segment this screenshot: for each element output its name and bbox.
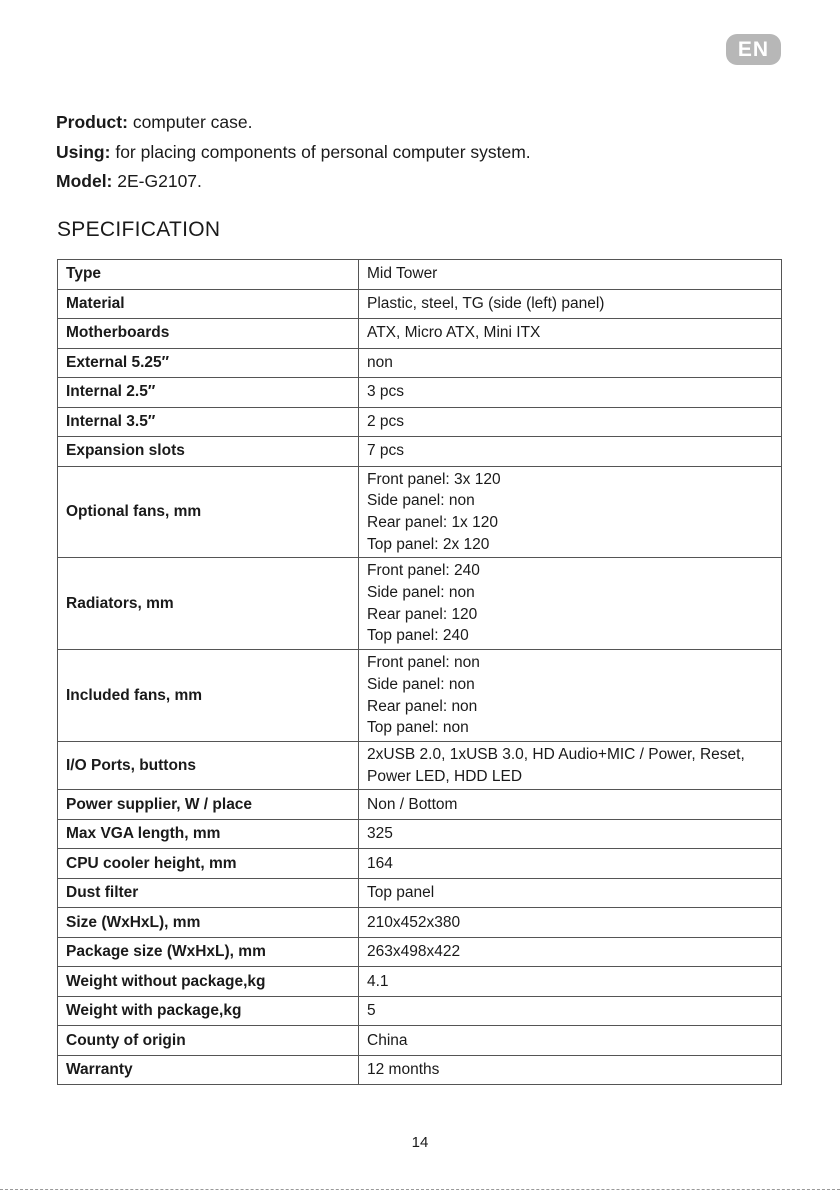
spec-value-line: Side panel: non <box>367 675 475 693</box>
spec-key: Power supplier, W / place <box>58 790 359 820</box>
spec-value-line: Rear panel: 120 <box>367 605 478 623</box>
spec-value-line: Power LED, HDD LED <box>367 767 523 785</box>
table-row <box>58 996 782 1026</box>
spec-value-line: 2xUSB 2.0, 1xUSB 3.0, HD Audio+MIC / Power, Reset, <box>367 745 745 763</box>
spec-key: External 5.25″ <box>58 348 359 378</box>
table-row <box>58 908 782 938</box>
spec-value <box>359 407 782 437</box>
spec-value <box>359 1026 782 1056</box>
page-number: 14 <box>411 1134 429 1151</box>
table-row <box>58 260 782 290</box>
spec-key: CPU cooler height, mm <box>58 849 359 879</box>
spec-key: Package size (WxHxL), mm <box>58 937 359 967</box>
spec-value-line: 12 months <box>367 1061 440 1079</box>
spec-value <box>359 741 782 789</box>
language-badge: EN <box>726 34 781 65</box>
spec-value-line: Mid Tower <box>367 265 438 283</box>
spec-key: Max VGA length, mm <box>58 819 359 849</box>
spec-value-line: 2 pcs <box>367 412 405 430</box>
table-row <box>58 437 782 467</box>
product-intro <box>56 108 531 197</box>
spec-key: Type <box>58 260 359 290</box>
spec-value-line: Rear panel: 1x 120 <box>367 513 498 531</box>
table-row <box>58 819 782 849</box>
spec-value-line: Side panel: non <box>367 584 475 602</box>
table-row <box>58 1055 782 1085</box>
spec-value <box>359 650 782 742</box>
spec-value-line: Front panel: 3x 120 <box>367 470 501 488</box>
spec-value-line: 263x498x422 <box>367 943 461 961</box>
spec-key: Included fans, mm <box>58 650 359 742</box>
table-row <box>58 466 782 558</box>
table-row <box>58 967 782 997</box>
spec-value-line: Side panel: non <box>367 492 475 510</box>
spec-value-line: Front panel: 240 <box>367 562 480 580</box>
table-row <box>58 319 782 349</box>
spec-value-line: 4.1 <box>367 972 389 990</box>
intro-label: Using: <box>56 141 111 162</box>
table-row <box>58 558 782 650</box>
spec-value <box>359 260 782 290</box>
table-row <box>58 650 782 742</box>
spec-value <box>359 790 782 820</box>
intro-label: Model: <box>56 171 113 191</box>
spec-value <box>359 558 782 650</box>
spec-value-line: Top panel: 2x 120 <box>367 535 490 553</box>
spec-value <box>359 319 782 349</box>
intro-line-model <box>56 167 531 197</box>
table-row <box>58 937 782 967</box>
spec-key: Optional fans, mm <box>58 466 359 558</box>
spec-key: Expansion slots <box>58 437 359 467</box>
spec-value <box>359 289 782 319</box>
spec-value <box>359 878 782 908</box>
spec-key: Motherboards <box>58 319 359 349</box>
spec-key: Warranty <box>58 1055 359 1085</box>
spec-value <box>359 849 782 879</box>
spec-key: Weight with package,kg <box>58 996 359 1026</box>
intro-line-using <box>56 138 531 168</box>
spec-key: Internal 2.5″ <box>58 378 359 408</box>
spec-value-line: Non / Bottom <box>367 795 458 813</box>
spec-key: Weight without package,kg <box>58 967 359 997</box>
spec-value-line: non <box>367 353 393 371</box>
spec-key: Dust filter <box>58 878 359 908</box>
spec-value-line: 7 pcs <box>367 442 405 460</box>
table-row <box>58 289 782 319</box>
section-title: SPECIFICATION <box>57 218 221 241</box>
spec-value-line: 3 pcs <box>367 383 405 401</box>
table-row <box>58 407 782 437</box>
intro-line-product <box>56 108 531 138</box>
spec-value-line: 164 <box>367 854 393 872</box>
intro-value: 2E-G2107. <box>117 171 202 191</box>
table-row <box>58 849 782 879</box>
spec-key: Size (WxHxL), mm <box>58 908 359 938</box>
spec-value-line: Front panel: non <box>367 654 480 672</box>
table-row <box>58 1026 782 1056</box>
spec-value-line: 210x452x380 <box>367 913 461 931</box>
bottom-divider <box>0 1189 840 1190</box>
spec-value <box>359 967 782 997</box>
spec-value <box>359 996 782 1026</box>
spec-value <box>359 1055 782 1085</box>
intro-value: computer case. <box>132 112 253 132</box>
table-row <box>58 741 782 789</box>
spec-key: Internal 3.5″ <box>58 407 359 437</box>
spec-value-line: Top panel: non <box>367 719 469 737</box>
spec-value-line: Top panel: 240 <box>367 627 469 645</box>
spec-value <box>359 908 782 938</box>
spec-value-line: 325 <box>367 825 393 843</box>
spec-key: Material <box>58 289 359 319</box>
spec-key: County of origin <box>58 1026 359 1056</box>
spec-value-line: Rear panel: non <box>367 697 478 715</box>
spec-value <box>359 378 782 408</box>
spec-value-line: Top panel <box>367 884 435 902</box>
spec-value <box>359 348 782 378</box>
specification-table <box>57 259 782 1085</box>
intro-label: Product: <box>56 112 128 132</box>
spec-key: Radiators, mm <box>58 558 359 650</box>
table-row <box>58 790 782 820</box>
spec-key: I/O Ports, buttons <box>58 741 359 789</box>
spec-value-line: Plastic, steel, TG (side (left) panel) <box>367 294 605 312</box>
spec-value <box>359 437 782 467</box>
intro-value: for placing components of personal computer system. <box>115 141 531 162</box>
spec-value <box>359 937 782 967</box>
spec-value <box>359 819 782 849</box>
spec-value-line: China <box>367 1031 408 1049</box>
table-row <box>58 878 782 908</box>
spec-value-line: 5 <box>367 1002 376 1020</box>
table-row <box>58 348 782 378</box>
spec-value <box>359 466 782 558</box>
table-row <box>58 378 782 408</box>
spec-value-line: ATX, Micro ATX, Mini ITX <box>367 324 541 342</box>
